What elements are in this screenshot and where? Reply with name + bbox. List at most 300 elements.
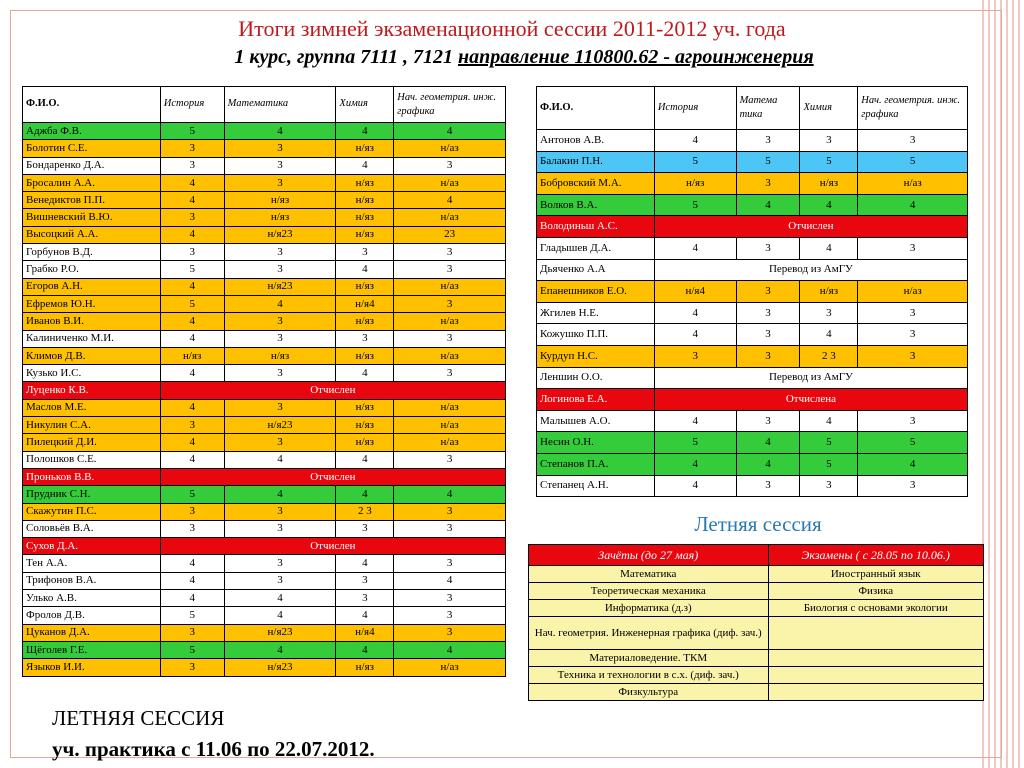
subtitle-group: 1 курс, группа 7111 , 7121 — [234, 46, 459, 68]
exam-subject — [768, 617, 984, 650]
page-subtitle — [0, 46, 1024, 69]
status-cell: Отчислен — [160, 538, 505, 555]
grade-geometry: 3 — [394, 244, 506, 261]
student-name: Полошков С.Е. — [23, 451, 161, 468]
summer-row — [529, 684, 984, 701]
grade-math: 3 — [224, 503, 336, 520]
grade-geometry: 23 — [394, 226, 506, 243]
table-row — [23, 434, 506, 451]
table-row — [23, 468, 506, 485]
grade-math: 3 — [224, 157, 336, 174]
grade-history: н/яз — [160, 347, 224, 364]
practice-dates: уч. практика с 11.06 по 22.07.2012. — [52, 737, 375, 761]
header-credits: Зачёты (до 27 мая) — [529, 545, 769, 566]
grade-history: 3 — [160, 140, 224, 157]
grade-geometry: н/аз — [394, 659, 506, 676]
grade-chemistry: 3 — [800, 302, 858, 324]
table-row — [537, 410, 968, 432]
student-name: Володиньш А.С. — [537, 216, 655, 238]
grade-math: 3 — [736, 237, 800, 259]
grade-geometry: 3 — [394, 624, 506, 641]
grade-geometry: 4 — [394, 572, 506, 589]
table-row — [23, 192, 506, 209]
table-row — [23, 624, 506, 641]
grade-chemistry: н/яз — [336, 347, 394, 364]
grade-math: 3 — [736, 475, 800, 497]
exam-subject — [768, 650, 984, 667]
student-name: Курдуп Н.С. — [537, 345, 655, 367]
table-row — [23, 226, 506, 243]
student-name: Никулин С.А. — [23, 417, 161, 434]
grade-geometry: н/аз — [394, 313, 506, 330]
table-row — [23, 157, 506, 174]
student-name: Бобровский М.А. — [537, 173, 655, 195]
grade-geometry: 3 — [858, 302, 968, 324]
grade-history: 4 — [160, 590, 224, 607]
grade-math: 4 — [224, 607, 336, 624]
student-name: Малышев А.О. — [537, 410, 655, 432]
grade-history: 3 — [160, 520, 224, 537]
table-row — [23, 399, 506, 416]
student-name: Антонов А.В. — [537, 130, 655, 152]
grade-math: 3 — [224, 330, 336, 347]
grade-math: 3 — [224, 520, 336, 537]
grade-chemistry: н/яз — [336, 174, 394, 191]
grade-chemistry: н/я4 — [336, 624, 394, 641]
table-row — [23, 555, 506, 572]
grade-history: 3 — [160, 209, 224, 226]
student-name: Иванов В.И. — [23, 313, 161, 330]
student-name: Ефремов Ю.Н. — [23, 295, 161, 312]
grade-chemistry: н/яз — [336, 278, 394, 295]
summer-session-heading: ЛЕТНЯЯ СЕССИЯ — [52, 706, 225, 730]
grade-geometry: 3 — [858, 345, 968, 367]
grade-history: 4 — [160, 451, 224, 468]
grade-math: 3 — [224, 261, 336, 278]
table-row — [23, 140, 506, 157]
grade-chemistry: н/яз — [336, 209, 394, 226]
grade-history: 4 — [160, 330, 224, 347]
grade-history: 4 — [654, 302, 736, 324]
header-chemistry: Химия — [800, 87, 858, 130]
table-row — [23, 486, 506, 503]
table-row — [537, 432, 968, 454]
table-row — [23, 209, 506, 226]
header-math: Математика — [224, 87, 336, 123]
grade-math: 3 — [224, 365, 336, 382]
grade-math: 4 — [224, 641, 336, 658]
student-name: Гладышев Д.А. — [537, 237, 655, 259]
grade-history: 3 — [160, 244, 224, 261]
grade-chemistry: 4 — [336, 157, 394, 174]
grade-geometry: н/аз — [394, 399, 506, 416]
grade-math: 3 — [224, 313, 336, 330]
grade-math: н/я23 — [224, 624, 336, 641]
grade-history: 5 — [160, 607, 224, 624]
table-row — [537, 453, 968, 475]
student-name: Щёголев Г.Е. — [23, 641, 161, 658]
grade-history: 5 — [160, 486, 224, 503]
grade-math: 3 — [736, 302, 800, 324]
grade-geometry: 3 — [394, 157, 506, 174]
grade-math: н/яз — [224, 192, 336, 209]
grade-chemistry: 4 — [800, 324, 858, 346]
student-name: Леншин О.О. — [537, 367, 655, 389]
grade-geometry: н/аз — [394, 347, 506, 364]
grade-chemistry: 4 — [800, 237, 858, 259]
grade-chemistry: 4 — [336, 365, 394, 382]
grade-math: 3 — [736, 130, 800, 152]
grade-math: 4 — [224, 451, 336, 468]
student-name: Дьяченко А.А — [537, 259, 655, 281]
grade-history: 5 — [160, 261, 224, 278]
grade-geometry: н/аз — [394, 174, 506, 191]
grade-chemistry: 3 — [800, 475, 858, 497]
page-title: Итоги зимней экзаменационной сессии 2011-2012 уч. года — [238, 16, 786, 41]
grade-math: 4 — [736, 453, 800, 475]
grade-math: 3 — [224, 174, 336, 191]
credit-subject: Материаловедение. ТКМ — [529, 650, 769, 667]
grade-math: н/я23 — [224, 659, 336, 676]
grade-history: 5 — [160, 641, 224, 658]
grade-chemistry: 2 3 — [800, 345, 858, 367]
grade-chemistry: н/яз — [336, 399, 394, 416]
header-history: История — [654, 87, 736, 130]
grade-history: 5 — [654, 194, 736, 216]
grade-chemistry: 3 — [336, 520, 394, 537]
grade-history: 3 — [160, 157, 224, 174]
grade-chemistry: н/яз — [800, 281, 858, 303]
table-row — [537, 475, 968, 497]
grade-history: 4 — [160, 278, 224, 295]
grade-math: н/я23 — [224, 226, 336, 243]
exam-subject — [768, 684, 984, 701]
table-row — [23, 572, 506, 589]
student-name: Сухов Д.А. — [23, 538, 161, 555]
grade-history: 5 — [160, 295, 224, 312]
grade-history: 4 — [160, 313, 224, 330]
grade-geometry: 4 — [394, 123, 506, 140]
grade-math: 3 — [736, 281, 800, 303]
student-name: Кузько И.С. — [23, 365, 161, 382]
summer-session-table — [528, 544, 984, 701]
table-row — [23, 451, 506, 468]
grade-history: 5 — [160, 123, 224, 140]
summer-row — [529, 566, 984, 583]
grades-table-right — [536, 86, 968, 497]
grade-math: 3 — [224, 399, 336, 416]
grade-geometry: 3 — [858, 410, 968, 432]
grade-history: 3 — [160, 417, 224, 434]
grade-geometry: 5 — [858, 432, 968, 454]
student-name: Соловьёв В.А. — [23, 520, 161, 537]
exam-subject — [768, 667, 984, 684]
student-name: Бросалин А.А. — [23, 174, 161, 191]
table-row — [23, 347, 506, 364]
student-name: Фролов Д.В. — [23, 607, 161, 624]
grade-chemistry: 4 — [336, 261, 394, 278]
grade-geometry: 3 — [394, 590, 506, 607]
grade-history: 4 — [160, 434, 224, 451]
table-row — [23, 330, 506, 347]
student-name: Венедиктов П.П. — [23, 192, 161, 209]
table-row — [23, 641, 506, 658]
table-header-row — [23, 87, 506, 123]
header-chemistry: Химия — [336, 87, 394, 123]
grade-math: н/я23 — [224, 278, 336, 295]
grade-chemistry: н/яз — [336, 313, 394, 330]
grade-geometry: н/аз — [858, 281, 968, 303]
student-name: Грабко Р.О. — [23, 261, 161, 278]
table-row — [23, 295, 506, 312]
grade-chemistry: 3 — [336, 590, 394, 607]
table-row — [23, 261, 506, 278]
header-fio: Ф.И.О. — [23, 87, 161, 123]
summer-header-row — [529, 545, 984, 566]
table-row — [537, 173, 968, 195]
table-body-left — [23, 123, 506, 677]
grade-chemistry: н/я4 — [336, 295, 394, 312]
grade-math: 3 — [736, 410, 800, 432]
status-cell: Перевод из АмГУ — [654, 367, 967, 389]
grade-math: 3 — [736, 173, 800, 195]
student-name: Скажутин П.С. — [23, 503, 161, 520]
student-name: Епанешников Е.О. — [537, 281, 655, 303]
student-name: Жгилев Н.Е. — [537, 302, 655, 324]
grade-chemistry: н/яз — [800, 173, 858, 195]
grade-history: 4 — [654, 130, 736, 152]
table-row — [537, 345, 968, 367]
grade-history: 5 — [654, 151, 736, 173]
grade-chemistry: 3 — [336, 244, 394, 261]
table-row — [537, 259, 968, 281]
grade-history: н/я4 — [654, 281, 736, 303]
student-name: Аджба Ф.В. — [23, 123, 161, 140]
grade-history: 4 — [160, 365, 224, 382]
table-row — [537, 324, 968, 346]
grade-geometry: 4 — [394, 486, 506, 503]
student-name: Егоров А.Н. — [23, 278, 161, 295]
grade-chemistry: 3 — [336, 330, 394, 347]
grade-history: 4 — [160, 555, 224, 572]
table-body-right — [537, 130, 968, 497]
grade-math: 5 — [736, 151, 800, 173]
grade-history: 4 — [160, 226, 224, 243]
grade-history: 4 — [654, 324, 736, 346]
status-cell: Отчислена — [654, 389, 967, 411]
credit-subject: Техника и технологии в с.х. (диф. зач.) — [529, 667, 769, 684]
table-row — [537, 194, 968, 216]
grade-chemistry: 4 — [800, 410, 858, 432]
student-name: Луценко К.В. — [23, 382, 161, 399]
grade-geometry: н/аз — [394, 417, 506, 434]
student-name: Кожушко П.П. — [537, 324, 655, 346]
summer-row — [529, 667, 984, 684]
summer-row — [529, 650, 984, 667]
grade-geometry: н/аз — [394, 209, 506, 226]
student-name: Проньков В.В. — [23, 468, 161, 485]
student-name: Цуканов Д.А. — [23, 624, 161, 641]
header-exams: Экзамены ( с 28.05 по 10.06.) — [768, 545, 984, 566]
grade-chemistry: 5 — [800, 432, 858, 454]
grade-geometry: 3 — [394, 607, 506, 624]
grade-math: 3 — [736, 345, 800, 367]
credit-subject: Физкультура — [529, 684, 769, 701]
grade-math: 3 — [736, 324, 800, 346]
status-cell: Отчислен — [160, 382, 505, 399]
table-row — [537, 216, 968, 238]
table-row — [23, 503, 506, 520]
grade-chemistry: н/яз — [336, 226, 394, 243]
student-name: Климов Д.В. — [23, 347, 161, 364]
grades-table-left — [22, 86, 506, 677]
grade-chemistry: н/яз — [336, 417, 394, 434]
grade-history: 3 — [160, 624, 224, 641]
grade-geometry: 4 — [858, 194, 968, 216]
grade-history: 4 — [654, 453, 736, 475]
grade-math: 3 — [224, 434, 336, 451]
grade-history: 4 — [160, 174, 224, 191]
grade-history: 4 — [654, 475, 736, 497]
status-cell: Отчислен — [654, 216, 967, 238]
student-name: Степанец А.Н. — [537, 475, 655, 497]
grade-history: 4 — [160, 192, 224, 209]
table-row — [537, 281, 968, 303]
grade-geometry: 3 — [858, 475, 968, 497]
grade-chemistry: н/яз — [336, 140, 394, 157]
grade-chemistry: 5 — [800, 151, 858, 173]
table-row — [23, 278, 506, 295]
grade-chemistry: 4 — [336, 555, 394, 572]
grade-chemistry: 4 — [336, 486, 394, 503]
grade-math: 4 — [224, 590, 336, 607]
grade-history: 4 — [160, 572, 224, 589]
summer-session-title: Летняя сессия — [694, 512, 822, 536]
student-name: Логинова Е.А. — [537, 389, 655, 411]
table-row — [23, 607, 506, 624]
grade-history: 3 — [160, 503, 224, 520]
status-cell: Перевод из АмГУ — [654, 259, 967, 281]
table-row — [537, 237, 968, 259]
table-row — [23, 382, 506, 399]
summer-row — [529, 583, 984, 600]
student-name: Высоцкий А.А. — [23, 226, 161, 243]
grade-geometry: 3 — [394, 503, 506, 520]
table-row — [23, 520, 506, 537]
grade-chemistry: 5 — [800, 453, 858, 475]
grade-chemistry: 2 3 — [336, 503, 394, 520]
grade-history: 3 — [654, 345, 736, 367]
grade-geometry: н/аз — [858, 173, 968, 195]
grade-geometry: 3 — [394, 451, 506, 468]
grade-chemistry: н/яз — [336, 434, 394, 451]
student-name: Волков В.А. — [537, 194, 655, 216]
table-row — [537, 367, 968, 389]
grade-math: 4 — [224, 123, 336, 140]
table-row — [23, 174, 506, 191]
grade-chemistry: 3 — [800, 130, 858, 152]
grade-geometry: 4 — [858, 453, 968, 475]
grade-geometry: 3 — [394, 520, 506, 537]
grade-history: 4 — [160, 399, 224, 416]
student-name: Пилецкий Д.И. — [23, 434, 161, 451]
grade-geometry: 3 — [858, 237, 968, 259]
table-row — [537, 389, 968, 411]
table-row — [23, 417, 506, 434]
header-fio: Ф.И.О. — [537, 87, 655, 130]
table-row — [23, 590, 506, 607]
grade-geometry: 3 — [394, 555, 506, 572]
status-cell: Отчислен — [160, 468, 505, 485]
grade-geometry: н/аз — [394, 278, 506, 295]
grade-math: 4 — [736, 432, 800, 454]
grade-history: 4 — [654, 410, 736, 432]
summer-row — [529, 600, 984, 617]
credit-subject: Теоретическая механика — [529, 583, 769, 600]
student-name: Тен А.А. — [23, 555, 161, 572]
grade-chemistry: 3 — [336, 572, 394, 589]
table-row — [537, 130, 968, 152]
student-name: Трифонов В.А. — [23, 572, 161, 589]
grade-math: 3 — [224, 140, 336, 157]
credit-subject: Нач. геометрия. Инженерная графика (диф. зач.) — [529, 617, 769, 650]
grade-geometry: 3 — [858, 324, 968, 346]
student-name: Улько А.В. — [23, 590, 161, 607]
grade-geometry: 5 — [858, 151, 968, 173]
table-header-row — [537, 87, 968, 130]
grade-history: 3 — [160, 659, 224, 676]
grade-geometry: 4 — [394, 192, 506, 209]
table-row — [23, 538, 506, 555]
grade-geometry: 3 — [394, 330, 506, 347]
credit-subject: Информатика (д.з) — [529, 600, 769, 617]
student-name: Калиниченко М.И. — [23, 330, 161, 347]
credit-subject: Математика — [529, 566, 769, 583]
header-history: История — [160, 87, 224, 123]
student-name: Болотин С.Е. — [23, 140, 161, 157]
grade-geometry: 3 — [858, 130, 968, 152]
table-row — [537, 151, 968, 173]
grade-geometry: 3 — [394, 261, 506, 278]
subtitle-direction: направление 110800.62 - агроинженерия — [458, 46, 814, 68]
grade-chemistry: н/яз — [336, 192, 394, 209]
grade-geometry: н/аз — [394, 140, 506, 157]
grade-math: 4 — [224, 486, 336, 503]
grade-history: н/яз — [654, 173, 736, 195]
grade-geometry: 3 — [394, 295, 506, 312]
grade-math: 3 — [224, 244, 336, 261]
summer-table-body — [529, 566, 984, 701]
header-math: Матема тика — [736, 87, 800, 130]
student-name: Прудник С.Н. — [23, 486, 161, 503]
student-name: Языков И.И. — [23, 659, 161, 676]
grade-math: 4 — [224, 295, 336, 312]
exam-subject: Иностранный язык — [768, 566, 984, 583]
exam-subject: Физика — [768, 583, 984, 600]
grade-chemistry: 4 — [336, 451, 394, 468]
grade-geometry: 3 — [394, 365, 506, 382]
grade-chemistry: 4 — [800, 194, 858, 216]
grade-chemistry: 4 — [336, 123, 394, 140]
grade-history: 4 — [654, 237, 736, 259]
table-row — [23, 313, 506, 330]
grade-math: н/яз — [224, 209, 336, 226]
table-row — [23, 365, 506, 382]
grade-history: 5 — [654, 432, 736, 454]
student-name: Балакин П.Н. — [537, 151, 655, 173]
grade-chemistry: н/яз — [336, 659, 394, 676]
table-row — [537, 302, 968, 324]
